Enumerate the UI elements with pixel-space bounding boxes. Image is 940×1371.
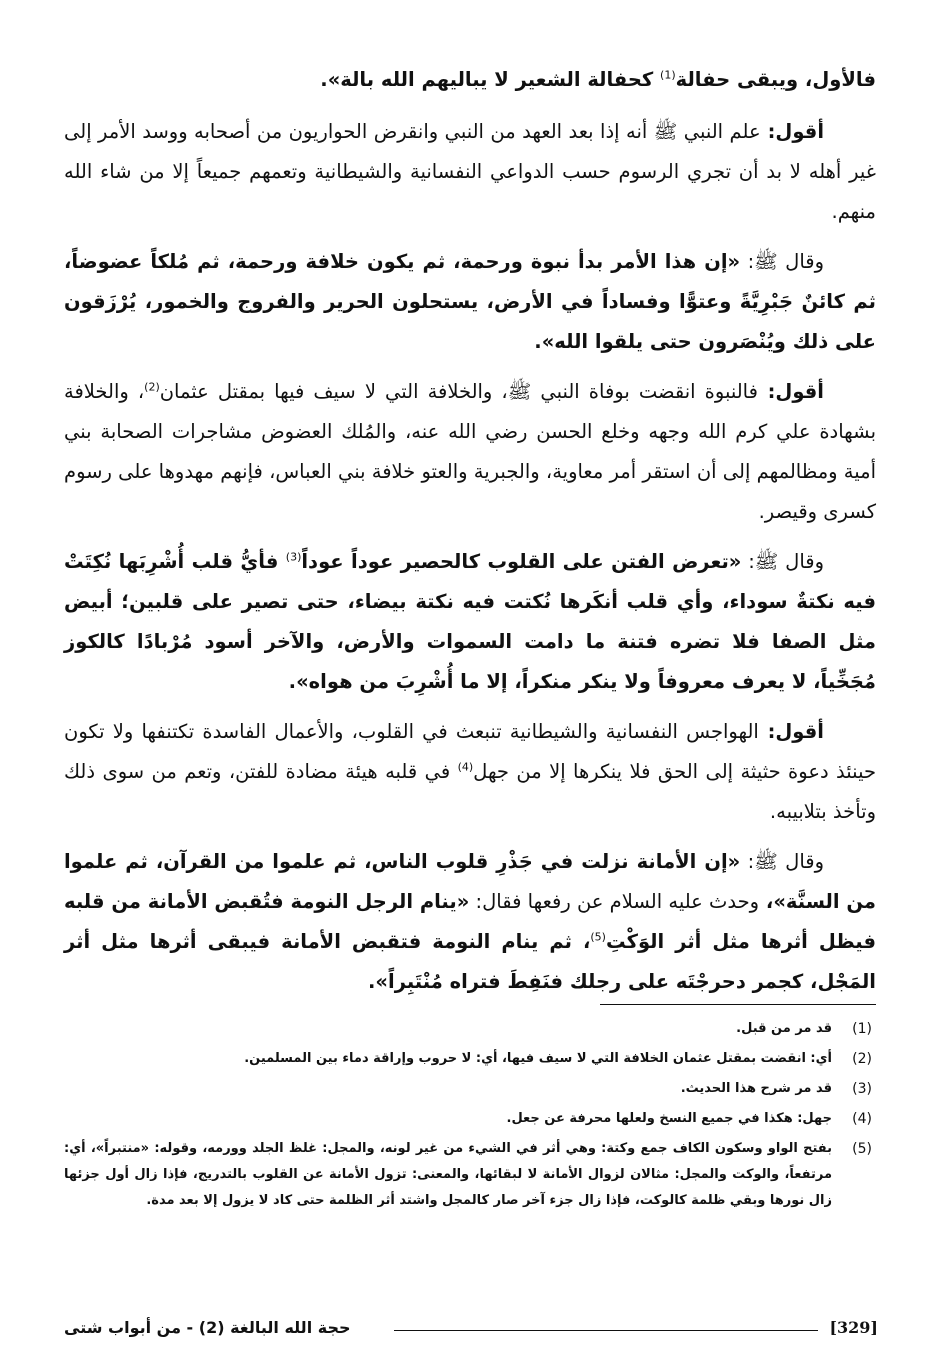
page-number: [329]: [829, 1318, 878, 1337]
paragraph-2-text: علم النبي ﷺ أنه إذا بعد العهد من النبي وانقرض الحواريون من أصحابه ووسد الأمر إلى غير أهله لا بد أن تجري الرسوم حسب الدواعي النفسانية والشيطانية وتعمهم جميعاً إلا من شاء الله منهم.: [64, 120, 876, 223]
footnote-ref-2[interactable]: (2): [144, 380, 160, 394]
footnote-2: [64, 1046, 878, 1072]
paragraph-7-lead: وقال ﷺ:: [740, 850, 825, 873]
paragraph-5-lead: وقال ﷺ:: [741, 550, 825, 573]
footnote-number: (4): [852, 1111, 872, 1127]
footnote-ref-5[interactable]: (5): [590, 930, 606, 944]
footnote-number: (1): [852, 1021, 872, 1037]
paragraph-7-quote-a: «إن الأمانة نزلت في جَذْرِ قلوب الناس، ثم علموا من القرآن، ثم علموا من السنَّة»،: [64, 850, 876, 913]
paragraph-2-lead: أقول:: [760, 120, 825, 143]
footnote-number: (5): [852, 1141, 872, 1157]
footnote-ref-1[interactable]: (1): [660, 68, 676, 82]
paragraph-7-text: وحدث عليه السلام عن رفعها فقال:: [469, 890, 760, 913]
footnote-number: (3): [852, 1081, 872, 1097]
footnote-text: جهل: هكذا في جميع النسخ ولعلها محرفة عن جعل.: [506, 1111, 832, 1126]
running-title: حجة الله البالغة (2) - من أبواب شتى: [64, 1318, 351, 1337]
footnote-text: أي: انقضت بمقتل عثمان الخلافة التي لا سيف فيها، أي: لا حروب وإراقة دماء بين المسلمين.: [244, 1051, 832, 1066]
footnote-number: (2): [852, 1051, 872, 1067]
paragraph-1-text-b: كحفالة الشعير لا يباليهم الله بالة».: [320, 68, 661, 91]
footnote-text: قد مر شرح هذا الحديث.: [680, 1081, 832, 1096]
paragraph-4: [64, 372, 876, 532]
page-footer: [64, 1318, 878, 1350]
paragraph-1-text-a: فالأول، ويبقى حفالة: [675, 68, 876, 91]
paragraph-3-quote: «إن هذا الأمر بدأ نبوة ورحمة، ثم يكون خلافة ورحمة، ثم مُلكاً عضوضاً، ثم كائنٌ جَبْرِيَّةً وعتوًّا وفساداً في الأرض، يستحلون الحرير والفروج والخمور، يُرْزَقون على ذلك ويُنْصَرون حتى يلقوا الله».: [64, 250, 876, 353]
paragraph-6-text-b: في قلبه هيئة مضادة للفتن، وتعم من سوى ذلك وتأخذ بتلابيبه.: [64, 760, 876, 823]
footnote-ref-4[interactable]: (4): [457, 760, 474, 774]
paragraph-7-quote-c: ، ثم ينام النومة فتقبض الأمانة فيبقى أثرها مثل أثر المَجْل، كجمر دحرجْتَه على رجلك فنَفِطَ فتراه مُنْتَبِراً».: [64, 930, 876, 993]
paragraph-4-text-b: ، والخلافة بشهادة علي كرم الله وجهه وخلع الحسن رضي الله عنه، والمُلك العضوض مشاجرات الصحابة بني أمية ومظالمهم إلى أن استقر أمر معاوية، والجبرية والعتو خلافة بني العباس، فإنهم مهدوها على رسوم كسرى وقيصر.: [64, 380, 876, 523]
paragraph-7: [64, 842, 876, 1002]
paragraph-6: [64, 712, 876, 832]
paragraph-5-quote-a: «تعرض الفتن على القلوب كالحصير عوداً عوداً: [301, 550, 742, 573]
paragraph-5: [64, 542, 876, 702]
page-body: [64, 60, 876, 1012]
paragraph-7-quote-b: «ينام الرجل النومة فتُقبض الأمانة من قلبه فيظل أثرها مثل أثر الوَكْتِ: [64, 890, 876, 953]
paragraph-6-lead: أقول:: [758, 720, 824, 743]
footer-rule: [394, 1330, 818, 1331]
footnote-text: بفتح الواو وسكون الكاف جمع وكتة: وهي أثر في الشيء من غير لونه، والمجل: غلظ الجلد وورمه، وقوله: «منتبراً»، أي: مرتفعاً، والوكت والمجل: مثالان لزوال الأمانة لا لبقائها، والمعنى: تزول الأمانة عن القلوب بالتدريج، فإذا زال أول جزئها زال نورها وبقي ظلمة كالوكت، فإذا زال جزء آخر صار كالمجل واشتد أثر الظلمة حتى كاد لا يزول إلا بعد مدة.: [64, 1141, 832, 1208]
footnote-1: [64, 1016, 878, 1042]
paragraph-6-text-a: الهواجس النفسانية والشيطانية تنبعث في القلوب، والأعمال الفاسدة تكتنفها ولا تكون حينئذ دعوة حثيثة إلى الحق فلا ينكرها إلا من جهل: [64, 720, 877, 783]
footnote-text: قد مر من قبل.: [736, 1021, 832, 1036]
footnote-5: [64, 1136, 878, 1214]
paragraph-1: [64, 60, 876, 100]
paragraph-5-quote-b: فأيُّ قلب أُشْرِبَها نُكِتَتْ فيه نكتةٌ سوداء، وأي قلب أنكَرها نُكتت فيه نكتة بيضاء، حتى تصير على قلبين؛ أبيض مثل الصفا فلا تضره فتنة ما دامت السموات والأرض، والآخر أسود مُرْبادًا كالكوز مُجَخِّياً، لا يعرف معروفاً ولا ينكر منكراً، إلا ما أُشْرِبَ من هواه».: [64, 550, 876, 693]
footnotes: [64, 1016, 878, 1218]
paragraph-2: [64, 112, 876, 232]
paragraph-4-text-a: فالنبوة انقضت بوفاة النبي ﷺ، والخلافة التي لا سيف فيها بمقتل عثمان: [159, 380, 758, 403]
paragraph-3-lead: وقال ﷺ:: [740, 250, 824, 273]
paragraph-4-lead: أقول:: [757, 380, 824, 403]
footnote-3: [64, 1076, 878, 1102]
paragraph-3: [64, 242, 876, 362]
footnote-4: [64, 1106, 878, 1132]
footnote-separator: [600, 1004, 876, 1005]
footnote-ref-3[interactable]: (3): [285, 550, 302, 564]
